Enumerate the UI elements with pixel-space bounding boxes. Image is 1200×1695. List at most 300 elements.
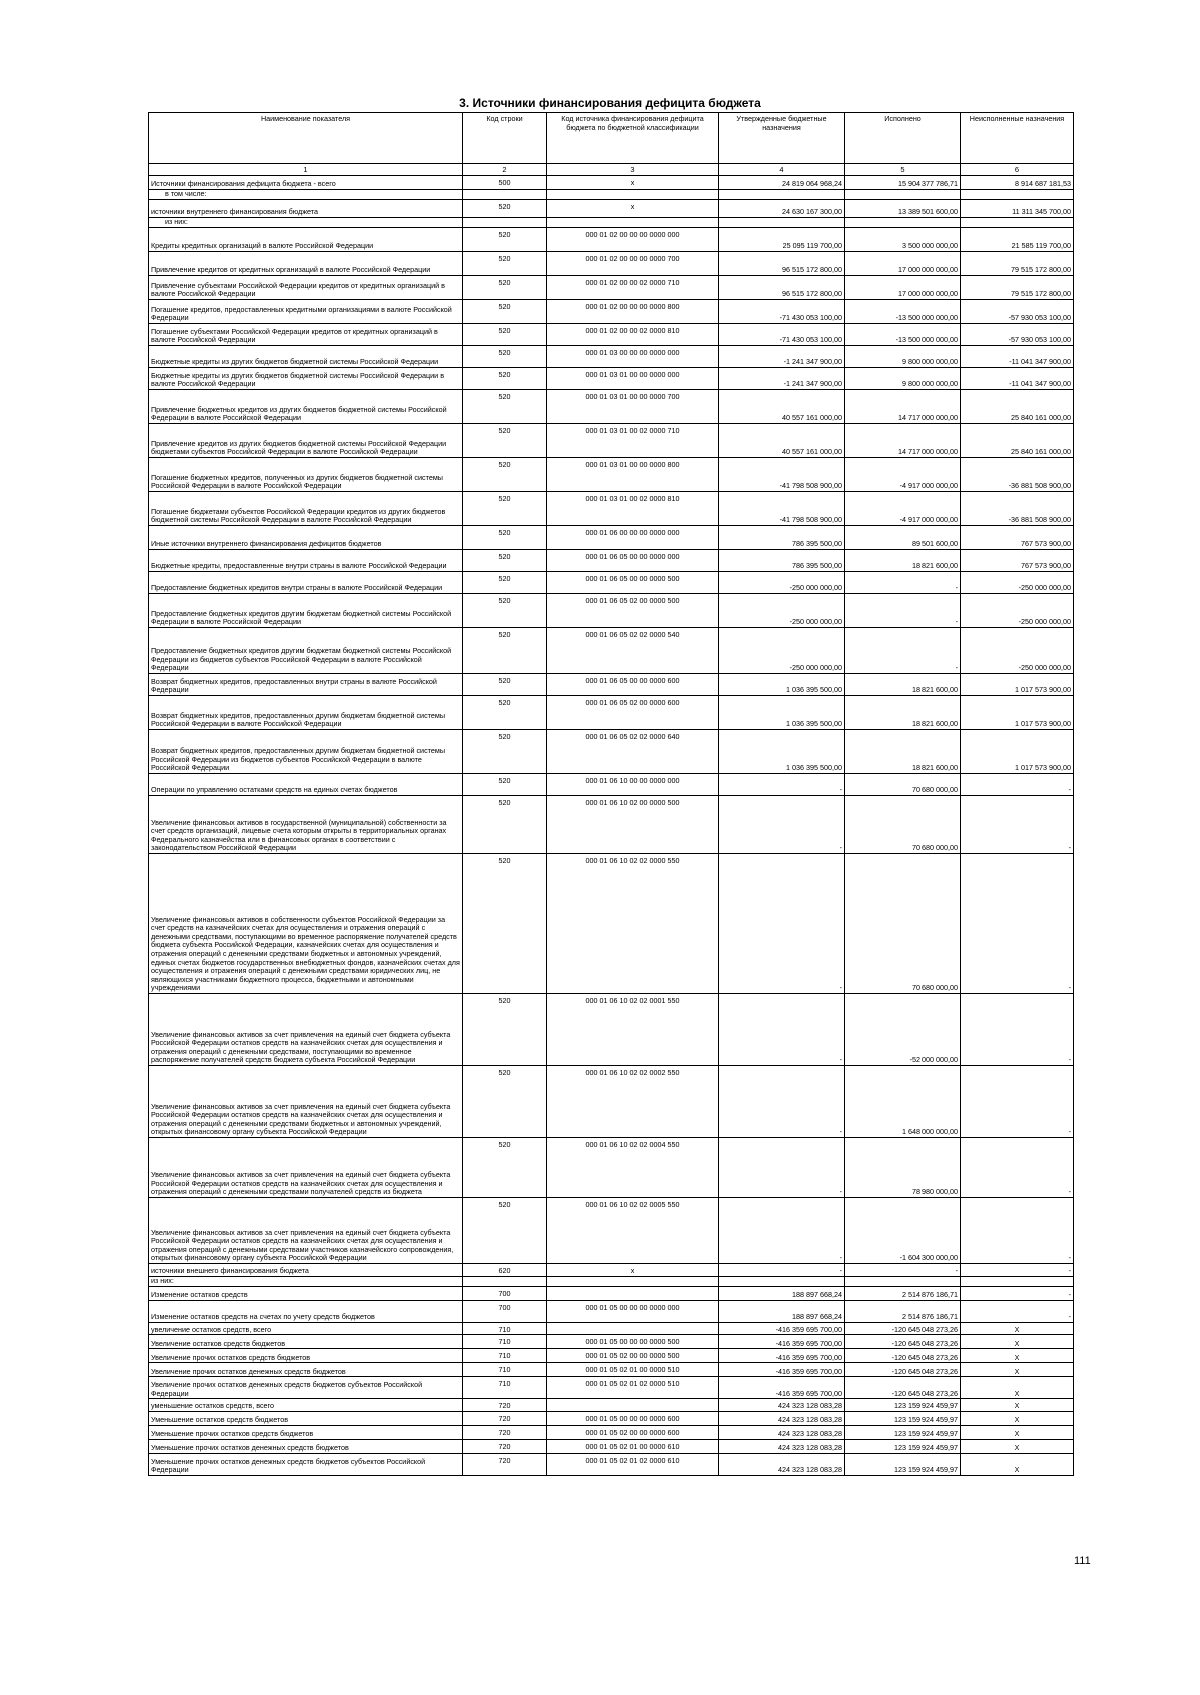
row-approved-value: 1 036 395 500,00 bbox=[719, 674, 845, 696]
header-approved: Утвержденные бюджетные назначения bbox=[719, 113, 845, 164]
row-source-code: 000 01 02 00 00 02 0000 810 bbox=[547, 324, 719, 346]
row-name: Погашение субъектами Российской Федерации кредитов от кредитных организаций в валюте Российской Федерации bbox=[149, 324, 463, 346]
table-row bbox=[149, 550, 1074, 572]
table-row bbox=[149, 1425, 1074, 1439]
row-executed-value: 15 904 377 786,71 bbox=[845, 176, 961, 190]
column-number: 3 bbox=[547, 164, 719, 176]
row-source-code: 000 01 06 05 00 00 0000 500 bbox=[547, 572, 719, 594]
row-name: Предоставление бюджетных кредитов другим бюджетам бюджетной системы Российской Федерации из бюджетов субъектов Российской Федерации в валюте Российской Федерации bbox=[149, 628, 463, 674]
table-row bbox=[149, 300, 1074, 324]
row-name: Операции по управлению остатками средств на единых счетах бюджетов bbox=[149, 774, 463, 796]
row-source-code: 000 01 03 01 00 02 0000 710 bbox=[547, 424, 719, 458]
row-source-code: 000 01 06 05 00 00 0000 600 bbox=[547, 674, 719, 696]
row-approved-value: -416 359 695 700,00 bbox=[719, 1377, 845, 1399]
table-row bbox=[149, 1198, 1074, 1264]
row-unexecuted-value: X bbox=[961, 1411, 1074, 1425]
row-executed-value: 1 648 000 000,00 bbox=[845, 1066, 961, 1138]
table-row bbox=[149, 854, 1074, 994]
row-source-code: 000 01 05 02 01 00 0000 610 bbox=[547, 1439, 719, 1453]
row-line-code: 520 bbox=[463, 674, 547, 696]
row-approved-value: 188 897 668,24 bbox=[719, 1286, 845, 1300]
row-unexecuted-value: X bbox=[961, 1363, 1074, 1377]
row-line-code: 520 bbox=[463, 572, 547, 594]
document-title: 3. Источники финансирования дефицита бюджета bbox=[459, 96, 761, 110]
table-row bbox=[149, 1349, 1074, 1363]
row-unexecuted-value: -36 881 508 900,00 bbox=[961, 492, 1074, 526]
row-line-code: 520 bbox=[463, 458, 547, 492]
table-row bbox=[149, 1377, 1074, 1399]
table-row bbox=[149, 1286, 1074, 1300]
row-line-code: 720 bbox=[463, 1453, 547, 1475]
column-number: 2 bbox=[463, 164, 547, 176]
row-executed-value bbox=[845, 190, 961, 200]
column-number-row bbox=[149, 164, 1074, 176]
row-name: из них: bbox=[149, 1276, 463, 1286]
row-name: Изменение остатков средств bbox=[149, 1286, 463, 1300]
row-unexecuted-value: - bbox=[961, 796, 1074, 854]
column-number: 1 bbox=[149, 164, 463, 176]
row-approved-value: 424 323 128 083,28 bbox=[719, 1399, 845, 1412]
row-executed-value: - bbox=[845, 628, 961, 674]
row-line-code: 720 bbox=[463, 1399, 547, 1412]
row-line-code: 520 bbox=[463, 730, 547, 774]
row-approved-value: - bbox=[719, 796, 845, 854]
row-executed-value: 123 159 924 459,97 bbox=[845, 1425, 961, 1439]
row-executed-value: -120 645 048 273,26 bbox=[845, 1335, 961, 1349]
row-name: Увеличение остатков средств бюджетов bbox=[149, 1335, 463, 1349]
row-name: Возврат бюджетных кредитов, предоставленных другим бюджетам бюджетной системы Российской Федерации в валюте Российской Федерации bbox=[149, 696, 463, 730]
row-unexecuted-value: - bbox=[961, 1138, 1074, 1198]
row-approved-value: -416 359 695 700,00 bbox=[719, 1322, 845, 1335]
row-executed-value: 70 680 000,00 bbox=[845, 854, 961, 994]
row-executed-value: -120 645 048 273,26 bbox=[845, 1377, 961, 1399]
row-name: Бюджетные кредиты из других бюджетов бюджетной системы Российской Федерации в валюте Российской Федерации bbox=[149, 368, 463, 390]
row-name: уменьшение остатков средств, всего bbox=[149, 1399, 463, 1412]
row-source-code bbox=[547, 1286, 719, 1300]
row-name: Увеличение прочих остатков средств бюджетов bbox=[149, 1349, 463, 1363]
row-line-code: 520 bbox=[463, 346, 547, 368]
table-row bbox=[149, 1411, 1074, 1425]
row-line-code: 520 bbox=[463, 200, 547, 218]
row-executed-value: -13 500 000 000,00 bbox=[845, 300, 961, 324]
row-executed-value: 70 680 000,00 bbox=[845, 774, 961, 796]
row-executed-value: 89 501 600,00 bbox=[845, 526, 961, 550]
row-line-code: 710 bbox=[463, 1335, 547, 1349]
row-name: источники внешнего финансирования бюджета bbox=[149, 1264, 463, 1277]
table-row bbox=[149, 572, 1074, 594]
row-line-code: 520 bbox=[463, 854, 547, 994]
row-approved-value: -1 241 347 900,00 bbox=[719, 368, 845, 390]
row-line-code: 710 bbox=[463, 1322, 547, 1335]
row-name: Увеличение финансовых активов за счет привлечения на единый счет бюджета субъекта Российской Федерации остатков средств на казначейских счетах для осуществления и отражения операций с денежными средствами бюджетных и автономных учреждений, открытых финансовому органу субъекта Российской Федерации bbox=[149, 1066, 463, 1138]
row-name: Уменьшение прочих остатков средств бюджетов bbox=[149, 1425, 463, 1439]
row-unexecuted-value: 1 017 573 900,00 bbox=[961, 696, 1074, 730]
row-line-code: 520 bbox=[463, 526, 547, 550]
row-line-code bbox=[463, 218, 547, 228]
table-row bbox=[149, 200, 1074, 218]
row-source-code: 000 01 05 02 00 00 0000 600 bbox=[547, 1425, 719, 1439]
table-body bbox=[149, 176, 1074, 1476]
row-line-code: 700 bbox=[463, 1286, 547, 1300]
row-name: Изменение остатков средств на счетах по учету средств бюджетов bbox=[149, 1300, 463, 1322]
row-source-code: 000 01 03 01 00 02 0000 810 bbox=[547, 492, 719, 526]
table-row bbox=[149, 252, 1074, 276]
column-number: 4 bbox=[719, 164, 845, 176]
financing-sources-table bbox=[148, 112, 1074, 1476]
row-source-code: 000 01 05 00 00 00 0000 000 bbox=[547, 1300, 719, 1322]
table-row bbox=[149, 1264, 1074, 1277]
row-unexecuted-value: X bbox=[961, 1439, 1074, 1453]
row-name: Иные источники внутреннего финансирования дефицитов бюджетов bbox=[149, 526, 463, 550]
row-unexecuted-value: - bbox=[961, 1300, 1074, 1322]
row-executed-value: -4 917 000 000,00 bbox=[845, 458, 961, 492]
table-row bbox=[149, 390, 1074, 424]
row-approved-value: 1 036 395 500,00 bbox=[719, 730, 845, 774]
row-approved-value: -71 430 053 100,00 bbox=[719, 324, 845, 346]
row-name: Увеличение финансовых активов в государственной (муниципальной) собственности за счет средств организаций, лицевые счета которым открыты в территориальных органах Федерального казначейства или в финансовых органах в соответствии с законодательством Российской Федерации bbox=[149, 796, 463, 854]
row-unexecuted-value: 8 914 687 181,53 bbox=[961, 176, 1074, 190]
row-source-code: 000 01 05 00 00 00 0000 600 bbox=[547, 1411, 719, 1425]
row-line-code: 520 bbox=[463, 1198, 547, 1264]
row-executed-value: -52 000 000,00 bbox=[845, 994, 961, 1066]
row-unexecuted-value bbox=[961, 218, 1074, 228]
row-source-code bbox=[547, 1399, 719, 1412]
row-source-code: 000 01 06 10 02 00 0000 500 bbox=[547, 796, 719, 854]
row-approved-value: -250 000 000,00 bbox=[719, 594, 845, 628]
table-row bbox=[149, 730, 1074, 774]
row-source-code bbox=[547, 1276, 719, 1286]
row-executed-value: 17 000 000 000,00 bbox=[845, 276, 961, 300]
row-approved-value: - bbox=[719, 854, 845, 994]
row-approved-value: 1 036 395 500,00 bbox=[719, 696, 845, 730]
row-unexecuted-value: - bbox=[961, 854, 1074, 994]
row-executed-value: 18 821 600,00 bbox=[845, 696, 961, 730]
row-line-code: 520 bbox=[463, 368, 547, 390]
row-line-code bbox=[463, 190, 547, 200]
row-executed-value: 2 514 876 186,71 bbox=[845, 1286, 961, 1300]
row-executed-value: 123 159 924 459,97 bbox=[845, 1411, 961, 1425]
row-name: Увеличение прочих остатков денежных средств бюджетов bbox=[149, 1363, 463, 1377]
row-line-code: 520 bbox=[463, 594, 547, 628]
row-executed-value: 123 159 924 459,97 bbox=[845, 1399, 961, 1412]
row-line-code: 520 bbox=[463, 252, 547, 276]
row-approved-value: 786 395 500,00 bbox=[719, 526, 845, 550]
row-name: Возврат бюджетных кредитов, предоставленных другим бюджетам бюджетной системы Российской Федерации из бюджетов субъектов Российской Федерации в валюте Российской Федерации bbox=[149, 730, 463, 774]
row-approved-value: 96 515 172 800,00 bbox=[719, 252, 845, 276]
row-unexecuted-value: -36 881 508 900,00 bbox=[961, 458, 1074, 492]
row-name: источники внутреннего финансирования бюджета bbox=[149, 200, 463, 218]
row-executed-value: - bbox=[845, 594, 961, 628]
row-name: из них: bbox=[149, 218, 463, 228]
row-name: Кредиты кредитных организаций в валюте Российской Федерации bbox=[149, 228, 463, 252]
header-indicator-name: Наименование показателя bbox=[149, 113, 463, 164]
row-unexecuted-value: -57 930 053 100,00 bbox=[961, 300, 1074, 324]
row-name: Привлечение бюджетных кредитов из других бюджетов бюджетной системы Российской Федерации в валюте Российской Федерации bbox=[149, 390, 463, 424]
row-executed-value: -1 604 300 000,00 bbox=[845, 1198, 961, 1264]
row-line-code: 700 bbox=[463, 1300, 547, 1322]
row-line-code: 620 bbox=[463, 1264, 547, 1277]
row-line-code: 720 bbox=[463, 1425, 547, 1439]
row-line-code: 520 bbox=[463, 796, 547, 854]
row-approved-value: 40 557 161 000,00 bbox=[719, 424, 845, 458]
column-number: 6 bbox=[961, 164, 1074, 176]
row-source-code: 000 01 06 10 02 02 0005 550 bbox=[547, 1198, 719, 1264]
row-unexecuted-value: X bbox=[961, 1377, 1074, 1399]
row-line-code: 520 bbox=[463, 276, 547, 300]
row-unexecuted-value bbox=[961, 1276, 1074, 1286]
row-unexecuted-value: 25 840 161 000,00 bbox=[961, 424, 1074, 458]
row-source-code: 000 01 06 05 02 02 0000 540 bbox=[547, 628, 719, 674]
row-source-code: 000 01 03 01 00 00 0000 000 bbox=[547, 368, 719, 390]
table-row bbox=[149, 1363, 1074, 1377]
row-name: Предоставление бюджетных кредитов другим бюджетам бюджетной системы Российской Федерации в валюте Российской Федерации bbox=[149, 594, 463, 628]
row-line-code: 520 bbox=[463, 390, 547, 424]
row-source-code bbox=[547, 1322, 719, 1335]
row-unexecuted-value: X bbox=[961, 1349, 1074, 1363]
row-source-code: 000 01 06 10 02 02 0001 550 bbox=[547, 994, 719, 1066]
row-approved-value: -416 359 695 700,00 bbox=[719, 1363, 845, 1377]
row-executed-value: - bbox=[845, 572, 961, 594]
row-unexecuted-value: -11 041 347 900,00 bbox=[961, 346, 1074, 368]
row-name: Увеличение финансовых активов за счет привлечения на единый счет бюджета субъекта Российской Федерации остатков средств на казначейских счетах для осуществления и отражения операций с денежными средствами, поступающими во временное распоряжение получателей средств бюджета субъекта Российской Федерации bbox=[149, 994, 463, 1066]
row-source-code: 000 01 02 00 00 00 0000 700 bbox=[547, 252, 719, 276]
row-source-code bbox=[547, 190, 719, 200]
row-source-code: 000 01 06 10 02 02 0002 550 bbox=[547, 1066, 719, 1138]
row-executed-value: 18 821 600,00 bbox=[845, 550, 961, 572]
row-name: Привлечение субъектами Российской Федерации кредитов от кредитных организаций в валюте Российской Федерации bbox=[149, 276, 463, 300]
row-approved-value: -416 359 695 700,00 bbox=[719, 1349, 845, 1363]
row-approved-value: - bbox=[719, 1264, 845, 1277]
row-source-code: 000 01 06 10 02 02 0004 550 bbox=[547, 1138, 719, 1198]
row-line-code: 520 bbox=[463, 424, 547, 458]
row-name: Привлечение кредитов от кредитных организаций в валюте Российской Федерации bbox=[149, 252, 463, 276]
row-line-code: 520 bbox=[463, 1138, 547, 1198]
row-unexecuted-value: 25 840 161 000,00 bbox=[961, 390, 1074, 424]
row-approved-value: 24 819 064 968,24 bbox=[719, 176, 845, 190]
row-name: Бюджетные кредиты, предоставленные внутри страны в валюте Российской Федерации bbox=[149, 550, 463, 572]
row-line-code: 520 bbox=[463, 324, 547, 346]
table-row bbox=[149, 1439, 1074, 1453]
row-line-code bbox=[463, 1276, 547, 1286]
row-line-code: 710 bbox=[463, 1377, 547, 1399]
row-executed-value: -120 645 048 273,26 bbox=[845, 1322, 961, 1335]
row-approved-value: - bbox=[719, 1138, 845, 1198]
row-executed-value: 17 000 000 000,00 bbox=[845, 252, 961, 276]
table-row bbox=[149, 1066, 1074, 1138]
row-source-code: 000 01 03 00 00 00 0000 000 bbox=[547, 346, 719, 368]
row-executed-value: 123 159 924 459,97 bbox=[845, 1439, 961, 1453]
row-executed-value: -13 500 000 000,00 bbox=[845, 324, 961, 346]
table-row bbox=[149, 424, 1074, 458]
row-unexecuted-value: -250 000 000,00 bbox=[961, 594, 1074, 628]
row-name: увеличение остатков средств, всего bbox=[149, 1322, 463, 1335]
row-name: Уменьшение остатков средств бюджетов bbox=[149, 1411, 463, 1425]
table-row bbox=[149, 674, 1074, 696]
row-source-code: 000 01 05 02 00 00 0000 500 bbox=[547, 1349, 719, 1363]
row-line-code: 500 bbox=[463, 176, 547, 190]
row-executed-value bbox=[845, 1276, 961, 1286]
row-unexecuted-value: -250 000 000,00 bbox=[961, 572, 1074, 594]
row-name: в том числе: bbox=[149, 190, 463, 200]
header-line-code: Код строки bbox=[463, 113, 547, 164]
row-name: Источники финансирования дефицита бюджета - всего bbox=[149, 176, 463, 190]
row-approved-value: 188 897 668,24 bbox=[719, 1300, 845, 1322]
row-executed-value bbox=[845, 218, 961, 228]
row-unexecuted-value bbox=[961, 190, 1074, 200]
row-unexecuted-value: X bbox=[961, 1335, 1074, 1349]
row-unexecuted-value: - bbox=[961, 1286, 1074, 1300]
row-approved-value: 424 323 128 083,28 bbox=[719, 1425, 845, 1439]
row-unexecuted-value: 767 573 900,00 bbox=[961, 526, 1074, 550]
row-name: Бюджетные кредиты из других бюджетов бюджетной системы Российской Федерации bbox=[149, 346, 463, 368]
table-row bbox=[149, 696, 1074, 730]
row-line-code: 720 bbox=[463, 1411, 547, 1425]
row-line-code: 520 bbox=[463, 994, 547, 1066]
column-number: 5 bbox=[845, 164, 961, 176]
row-approved-value: -416 359 695 700,00 bbox=[719, 1335, 845, 1349]
row-executed-value: 9 800 000 000,00 bbox=[845, 368, 961, 390]
table-row bbox=[149, 774, 1074, 796]
table-row bbox=[149, 190, 1074, 200]
table-row bbox=[149, 1399, 1074, 1412]
row-source-code: 000 01 05 00 00 00 0000 500 bbox=[547, 1335, 719, 1349]
row-name: Возврат бюджетных кредитов, предоставленных внутри страны в валюте Российской Федерации bbox=[149, 674, 463, 696]
row-unexecuted-value: 79 515 172 800,00 bbox=[961, 276, 1074, 300]
row-unexecuted-value: 21 585 119 700,00 bbox=[961, 228, 1074, 252]
table-row bbox=[149, 1276, 1074, 1286]
row-line-code: 520 bbox=[463, 550, 547, 572]
row-executed-value: 14 717 000 000,00 bbox=[845, 424, 961, 458]
table-row bbox=[149, 594, 1074, 628]
row-unexecuted-value: 1 017 573 900,00 bbox=[961, 674, 1074, 696]
row-source-code: 000 01 06 05 02 02 0000 640 bbox=[547, 730, 719, 774]
table-row bbox=[149, 276, 1074, 300]
table-row bbox=[149, 228, 1074, 252]
header-unexecuted: Неисполненные назначения bbox=[961, 113, 1074, 164]
row-name: Увеличение финансовых активов за счет привлечения на единый счет бюджета субъекта Российской Федерации остатков средств на казначейских счетах для осуществления и отражения операций с денежными средствами получателей средств из бюджета bbox=[149, 1138, 463, 1198]
row-source-code: 000 01 02 00 00 00 0000 800 bbox=[547, 300, 719, 324]
row-source-code: 000 01 06 10 00 00 0000 000 bbox=[547, 774, 719, 796]
header-executed: Исполнено bbox=[845, 113, 961, 164]
row-line-code: 520 bbox=[463, 774, 547, 796]
row-line-code: 720 bbox=[463, 1439, 547, 1453]
row-source-code: x bbox=[547, 200, 719, 218]
row-approved-value: 40 557 161 000,00 bbox=[719, 390, 845, 424]
row-approved-value: 96 515 172 800,00 bbox=[719, 276, 845, 300]
row-executed-value: 18 821 600,00 bbox=[845, 730, 961, 774]
row-approved-value: -41 798 508 900,00 bbox=[719, 492, 845, 526]
row-unexecuted-value: X bbox=[961, 1399, 1074, 1412]
row-approved-value bbox=[719, 190, 845, 200]
row-executed-value: -120 645 048 273,26 bbox=[845, 1349, 961, 1363]
table-row bbox=[149, 458, 1074, 492]
row-source-code: 000 01 03 01 00 00 0000 800 bbox=[547, 458, 719, 492]
row-line-code: 520 bbox=[463, 1066, 547, 1138]
row-source-code: x bbox=[547, 1264, 719, 1277]
row-executed-value: 78 980 000,00 bbox=[845, 1138, 961, 1198]
row-unexecuted-value: - bbox=[961, 1066, 1074, 1138]
row-unexecuted-value: 79 515 172 800,00 bbox=[961, 252, 1074, 276]
row-unexecuted-value: X bbox=[961, 1453, 1074, 1475]
row-approved-value bbox=[719, 1276, 845, 1286]
row-approved-value: -71 430 053 100,00 bbox=[719, 300, 845, 324]
header-source-code: Код источника финансирования дефицита бюджета по бюджетной классификации bbox=[547, 113, 719, 164]
row-name: Уменьшение прочих остатков денежных средств бюджетов bbox=[149, 1439, 463, 1453]
row-unexecuted-value: 11 311 345 700,00 bbox=[961, 200, 1074, 218]
table-row bbox=[149, 1453, 1074, 1475]
page-number: 111 bbox=[1074, 1555, 1091, 1567]
row-source-code: 000 01 05 02 01 02 0000 510 bbox=[547, 1377, 719, 1399]
row-executed-value: 13 389 501 600,00 bbox=[845, 200, 961, 218]
row-executed-value: -120 645 048 273,26 bbox=[845, 1363, 961, 1377]
table-row bbox=[149, 346, 1074, 368]
row-unexecuted-value: X bbox=[961, 1425, 1074, 1439]
row-source-code bbox=[547, 218, 719, 228]
row-source-code: 000 01 02 00 00 02 0000 710 bbox=[547, 276, 719, 300]
row-executed-value: 123 159 924 459,97 bbox=[845, 1453, 961, 1475]
row-approved-value: 786 395 500,00 bbox=[719, 550, 845, 572]
row-approved-value: - bbox=[719, 994, 845, 1066]
table-row bbox=[149, 368, 1074, 390]
row-unexecuted-value: -57 930 053 100,00 bbox=[961, 324, 1074, 346]
row-unexecuted-value: - bbox=[961, 994, 1074, 1066]
row-name: Погашение бюджетных кредитов, полученных из других бюджетов бюджетной системы Российской Федерации в валюте Российской Федерации bbox=[149, 458, 463, 492]
row-name: Привлечение кредитов из других бюджетов бюджетной системы Российской Федерации бюджетами субъектов Российской Федерации в валюте Российской Федерации bbox=[149, 424, 463, 458]
row-unexecuted-value: -11 041 347 900,00 bbox=[961, 368, 1074, 390]
row-approved-value: - bbox=[719, 1198, 845, 1264]
row-approved-value: 24 630 167 300,00 bbox=[719, 200, 845, 218]
row-source-code: 000 01 06 05 00 00 0000 000 bbox=[547, 550, 719, 572]
table-row bbox=[149, 1335, 1074, 1349]
row-source-code: 000 01 02 00 00 00 0000 000 bbox=[547, 228, 719, 252]
row-executed-value: 18 821 600,00 bbox=[845, 674, 961, 696]
row-line-code: 520 bbox=[463, 628, 547, 674]
row-source-code: 000 01 06 05 02 00 0000 600 bbox=[547, 696, 719, 730]
row-approved-value: -250 000 000,00 bbox=[719, 628, 845, 674]
row-approved-value: 424 323 128 083,28 bbox=[719, 1453, 845, 1475]
row-unexecuted-value: - bbox=[961, 1264, 1074, 1277]
row-source-code: 000 01 03 01 00 00 0000 700 bbox=[547, 390, 719, 424]
row-executed-value: 70 680 000,00 bbox=[845, 796, 961, 854]
row-approved-value: -250 000 000,00 bbox=[719, 572, 845, 594]
table-row bbox=[149, 628, 1074, 674]
row-unexecuted-value: -250 000 000,00 bbox=[961, 628, 1074, 674]
table-row bbox=[149, 324, 1074, 346]
row-approved-value: - bbox=[719, 1066, 845, 1138]
row-source-code: 000 01 06 10 02 02 0000 550 bbox=[547, 854, 719, 994]
row-unexecuted-value: - bbox=[961, 774, 1074, 796]
row-name: Предоставление бюджетных кредитов внутри страны в валюте Российской Федерации bbox=[149, 572, 463, 594]
row-source-code: x bbox=[547, 176, 719, 190]
row-executed-value: 14 717 000 000,00 bbox=[845, 390, 961, 424]
row-source-code: 000 01 05 02 01 00 0000 510 bbox=[547, 1363, 719, 1377]
row-source-code: 000 01 06 00 00 00 0000 000 bbox=[547, 526, 719, 550]
table-row bbox=[149, 1322, 1074, 1335]
row-source-code: 000 01 06 05 02 00 0000 500 bbox=[547, 594, 719, 628]
row-approved-value bbox=[719, 218, 845, 228]
row-executed-value: 9 800 000 000,00 bbox=[845, 346, 961, 368]
row-executed-value: 3 500 000 000,00 bbox=[845, 228, 961, 252]
row-name: Погашение кредитов, предоставленных кредитными организациями в валюте Российской Федерации bbox=[149, 300, 463, 324]
table-header-row bbox=[149, 113, 1074, 164]
row-unexecuted-value: 767 573 900,00 bbox=[961, 550, 1074, 572]
row-line-code: 520 bbox=[463, 228, 547, 252]
row-executed-value: - bbox=[845, 1264, 961, 1277]
table-row bbox=[149, 1300, 1074, 1322]
row-executed-value: -4 917 000 000,00 bbox=[845, 492, 961, 526]
row-approved-value: -1 241 347 900,00 bbox=[719, 346, 845, 368]
table-row bbox=[149, 994, 1074, 1066]
